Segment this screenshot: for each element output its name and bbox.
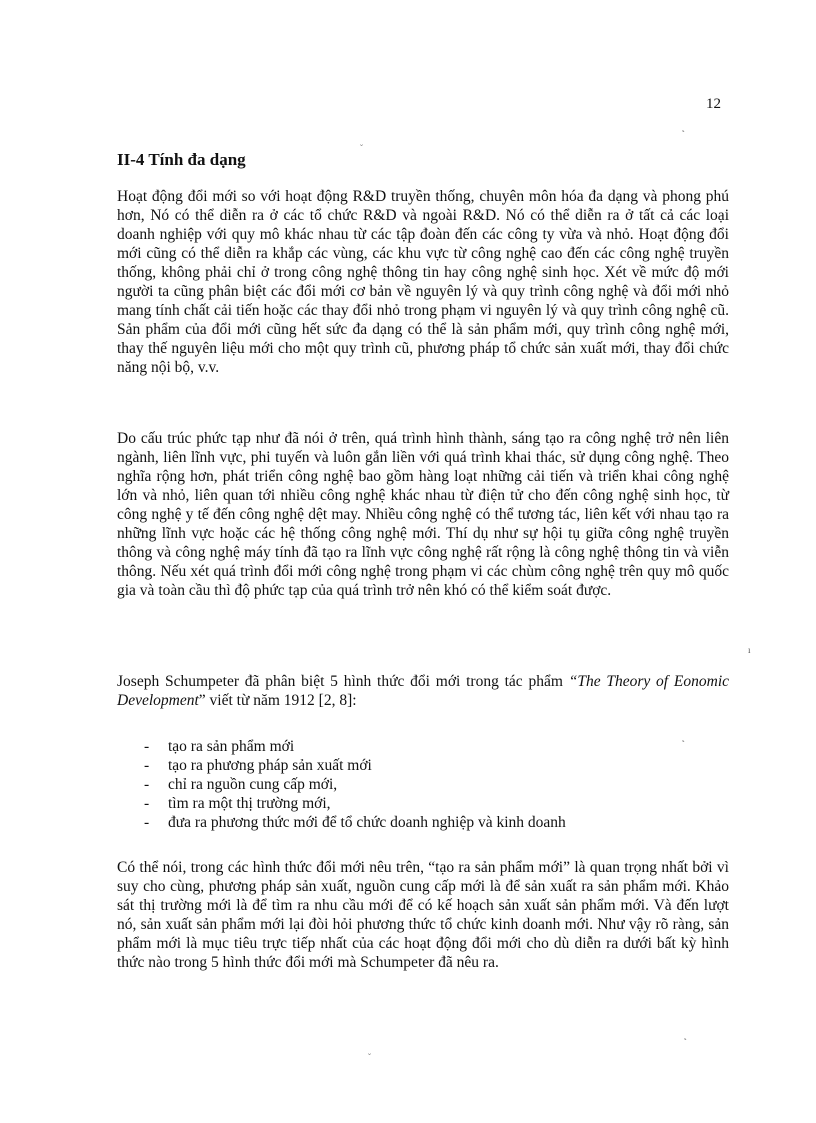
innovation-forms-list: [117, 737, 717, 832]
list-item-text: tạo ra sản phẩm mới: [168, 738, 295, 755]
list-item: [117, 775, 717, 794]
page-number: 12: [706, 96, 721, 112]
book-title: “The Theory of Eonomic Development: [117, 673, 730, 709]
scan-speck: ı: [748, 645, 751, 655]
scan-speck: ˘: [368, 1052, 371, 1062]
list-item-text: chỉ ra nguồn cung cấp mới,: [168, 776, 338, 793]
scan-speck: ˘: [360, 143, 363, 153]
paragraph-technology-complexity: Do cấu trúc phức tạp như đã nói ở trên, quá trình hình thành, sáng tạo ra công nghệ trở nên liên ngành, liên lĩnh vực, phi tuyến và luôn gắn liền với quá trình khai thác, sử dụng công nghệ. Theo nghĩa rộng hơn, phát triển công nghệ bao gồm hàng loạt những cải tiến và triển khai công nghệ lớn và nhỏ, liên quan tới nhiều công nghệ khác nhau từ điện tử cho đến công nghệ sinh học, từ công nghệ y tế đến công nghệ dệt may. Nhiều công nghệ có thể tương tác, liên kết với nhau tạo ra những lĩnh vực hoặc các hệ thống công nghệ mới. Thí dụ như sự hội tụ giữa công nghệ truyền thông và công nghệ máy tính đã tạo ra lĩnh vực công nghệ rất rộng là công nghệ thông tin và viễn thông. Nếu xét quá trình đổi mới công nghệ trong phạm vi các chùm công nghệ trên quy mô quốc gia và toàn cầu thì độ phức tạp của quá trình trở nên khó có thể kiểm soát được.: [117, 430, 729, 599]
list-item: [117, 794, 717, 813]
schumpeter-intro-citation: ” viết từ năm 1912 [2, 8]:: [198, 692, 357, 709]
list-marker: -: [144, 814, 150, 831]
section-heading: II-4 Tính đa dạng: [117, 150, 246, 169]
scan-speck: ˛: [682, 732, 685, 742]
list-item-text: đưa ra phương thức mới để tổ chức doanh nghiệp và kinh doanh: [168, 814, 566, 831]
list-marker: -: [144, 776, 150, 793]
schumpeter-intro-text: Joseph Schumpeter đã phân biệt 5 hình thức đổi mới trong tác phẩm: [117, 673, 569, 690]
list-item: [117, 737, 717, 756]
list-item-text: tìm ra một thị trường mới,: [168, 795, 331, 812]
paragraph-diversity-overview: Hoạt động đổi mới so với hoạt động R&D truyền thống, chuyên môn hóa đa dạng và phong phú hơn, Nó có thể diễn ra ở các tổ chức R&D và ngoài R&D. Nó có thể diễn ra ở tất cả các loại doanh nghiệp với quy mô khác nhau từ các tập đoàn đến các công ty vừa và nhỏ. Hoạt động đổi mới cũng có thể diễn ra khắp các vùng, các khu vực từ công nghệ cao đến các công nghệ truyền thống, không phải chỉ ở trong công nghệ thông tin hay công nghệ sinh học. Xét về mức độ mới người ta cũng phân biệt các đổi mới cơ bản về nguyên lý và quy trình công nghệ và đổi mới nhỏ mang tính chất cải tiến hoặc các thay đổi nhỏ trong phạm vi nguyên lý và quy trình công nghệ cũ. Sản phẩm của đổi mới cũng hết sức đa dạng có thể là sản phẩm mới, quy trình công nghệ mới, thay thế nguyên liệu mới cho một quy trình cũ, phương pháp tổ chức sản xuất mới, thay đổi chức năng nội bộ, v.v.: [117, 188, 729, 376]
list-marker: -: [144, 738, 150, 755]
list-item: [117, 813, 717, 832]
list-marker: -: [144, 795, 150, 812]
scan-speck: ˛: [684, 1030, 687, 1040]
list-item-text: tạo ra phương pháp sản xuất mới: [168, 757, 372, 774]
list-item: [117, 756, 717, 775]
scan-speck: ˛: [682, 122, 685, 132]
paragraph-schumpeter-intro: [117, 672, 729, 710]
list-marker: -: [144, 757, 150, 774]
paragraph-new-product-importance: Có thể nói, trong các hình thức đổi mới nêu trên, “tạo ra sản phẩm mới” là quan trọng nhất bởi vì suy cho cùng, phương pháp sản xuất, nguồn cung cấp mới là để sản xuất ra sản phẩm mới. Khảo sát thị trường mới là để tìm ra nhu cầu mới để có kế hoạch sản xuất sản phẩm mới. Và đến lượt nó, sản xuất sản phẩm mới lại đòi hỏi phương thức tổ chức kinh doanh mới. Như vậy rõ ràng, sản phẩm mới là mục tiêu trực tiếp nhất của các hoạt động đổi mới cho dù diễn ra dưới bất kỳ hình thức nào trong 5 hình thức đổi mới mà Schumpeter đã nêu ra.: [117, 859, 729, 971]
